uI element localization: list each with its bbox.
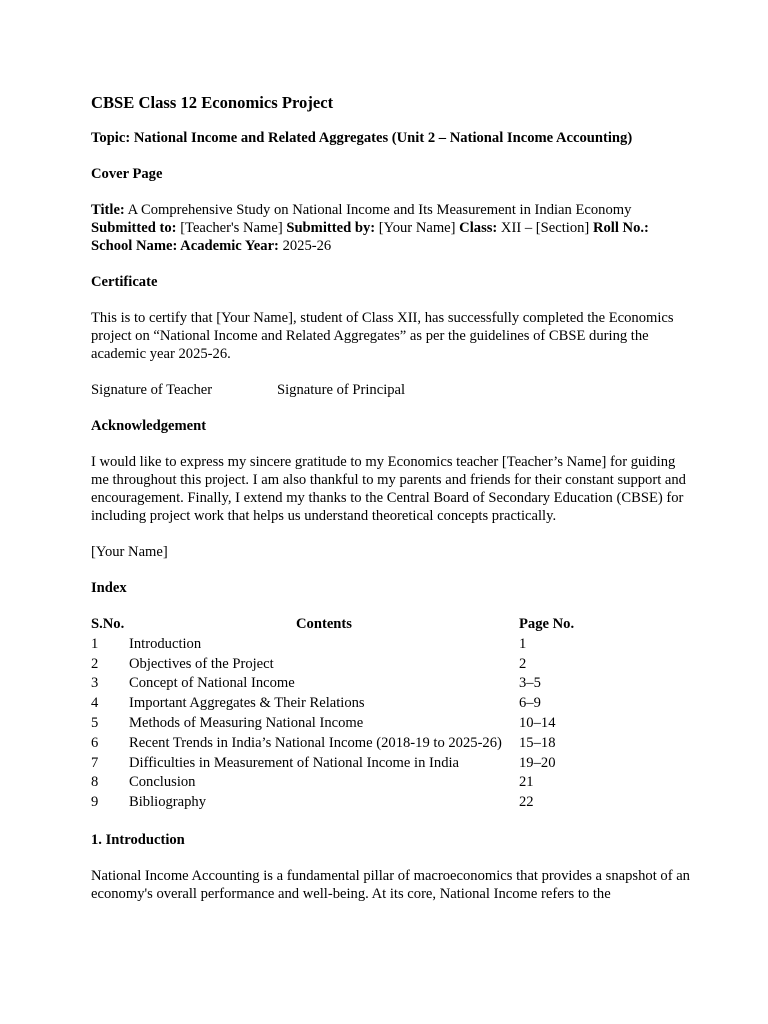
cover-title-line — [91, 201, 691, 219]
principal-signature: Signature of Principal — [277, 382, 406, 398]
certificate-heading: Certificate — [91, 274, 158, 290]
acknowledgement-text: I would like to express my sincere gratitude to my Economics teacher [Teacher’s Name] for guiding me throughout this project. I am also thankful to my parents and friends for their constant support and encouragement. Finally, I extend my thanks to the Central Board of Secondary Education (CBSE) for including project work that helps us understand theoretical concepts practically. — [91, 454, 686, 524]
row-page: 1 — [519, 635, 527, 652]
submitted-by-label: Submitted by: — [286, 220, 376, 236]
submitted-to-value: [Teacher's Name] — [176, 220, 287, 236]
index-header-contents: Contents — [296, 616, 352, 632]
signature-row — [91, 381, 691, 399]
index-table — [91, 615, 639, 813]
row-page: 10–14 — [519, 714, 556, 731]
row-sno: 4 — [91, 695, 99, 712]
title-label: Title: — [91, 202, 125, 218]
row-page: 15–18 — [519, 734, 556, 751]
row-contents: Introduction — [129, 635, 202, 652]
table-row — [91, 694, 639, 714]
row-contents: Bibliography — [129, 794, 207, 811]
table-row — [91, 793, 639, 813]
row-page: 19–20 — [519, 754, 556, 771]
document-title: CBSE Class 12 Economics Project — [91, 93, 334, 112]
introduction-text: National Income Accounting is a fundamental pillar of macroeconomics that provides a snapshot of an economy's overall performance and well-being. At its core, National Income refers to the — [91, 867, 690, 902]
submitted-to-label: Submitted to: — [91, 220, 177, 236]
row-contents: Conclusion — [129, 774, 196, 791]
cover-submission-line — [91, 219, 691, 237]
row-sno: 3 — [91, 675, 99, 692]
cover-details — [91, 201, 691, 255]
row-page: 22 — [519, 794, 534, 811]
row-contents: Objectives of the Project — [129, 655, 274, 672]
row-sno: 2 — [91, 655, 99, 672]
row-contents: Difficulties in Measurement of National Income in India — [129, 754, 460, 771]
cover-page-heading: Cover Page — [91, 166, 163, 182]
introduction-heading: 1. Introduction — [91, 831, 185, 848]
table-row — [91, 714, 639, 734]
school-label: School Name: — [91, 238, 178, 254]
index-header-sno: S.No. — [91, 616, 125, 632]
row-contents: Important Aggregates & Their Relations — [129, 695, 365, 712]
row-sno: 1 — [91, 635, 99, 652]
index-header-page: Page No. — [519, 616, 575, 632]
year-value: 2025-26 — [278, 238, 332, 254]
row-sno: 8 — [91, 774, 99, 791]
title-value: A Comprehensive Study on National Income and Its Measurement in Indian Economy — [124, 202, 632, 218]
table-row — [91, 674, 639, 694]
row-page: 6–9 — [519, 695, 541, 712]
row-page: 21 — [519, 774, 534, 791]
topic-line: Topic: National Income and Related Aggregates (Unit 2 – National Income Accounting) — [91, 130, 633, 146]
row-sno: 7 — [91, 754, 99, 771]
document-body — [91, 93, 691, 903]
roll-label: Roll No.: — [592, 220, 649, 236]
row-contents: Concept of National Income — [129, 675, 295, 692]
table-row — [91, 754, 639, 774]
table-row — [91, 773, 639, 793]
table-row — [91, 635, 639, 655]
cover-school-line — [91, 237, 691, 255]
row-sno: 6 — [91, 734, 99, 751]
row-page: 3–5 — [519, 675, 541, 692]
submitted-by-value: [Your Name] — [375, 220, 460, 236]
row-contents: Recent Trends in India’s National Income (2018-19 to 2025-26) — [129, 734, 502, 751]
class-label: Class: — [459, 220, 498, 236]
index-heading: Index — [91, 580, 127, 596]
row-sno: 5 — [91, 714, 99, 731]
index-header-row — [91, 615, 639, 635]
class-value: XII – [Section] — [497, 220, 593, 236]
table-row — [91, 734, 639, 754]
table-row — [91, 655, 639, 675]
row-sno: 9 — [91, 794, 99, 811]
acknowledgement-heading: Acknowledgement — [91, 418, 207, 434]
row-contents: Methods of Measuring National Income — [129, 714, 364, 731]
row-page: 2 — [519, 655, 527, 672]
teacher-signature: Signature of Teacher — [91, 382, 213, 398]
acknowledgement-name: [Your Name] — [91, 544, 168, 560]
certificate-text: This is to certify that [Your Name], student of Class XII, has successfully completed the Economics project on “National Income and Related Aggregates” as per the guidelines of CBSE during the academic year 2025-26. — [91, 310, 674, 362]
year-label: Academic Year: — [177, 238, 279, 254]
